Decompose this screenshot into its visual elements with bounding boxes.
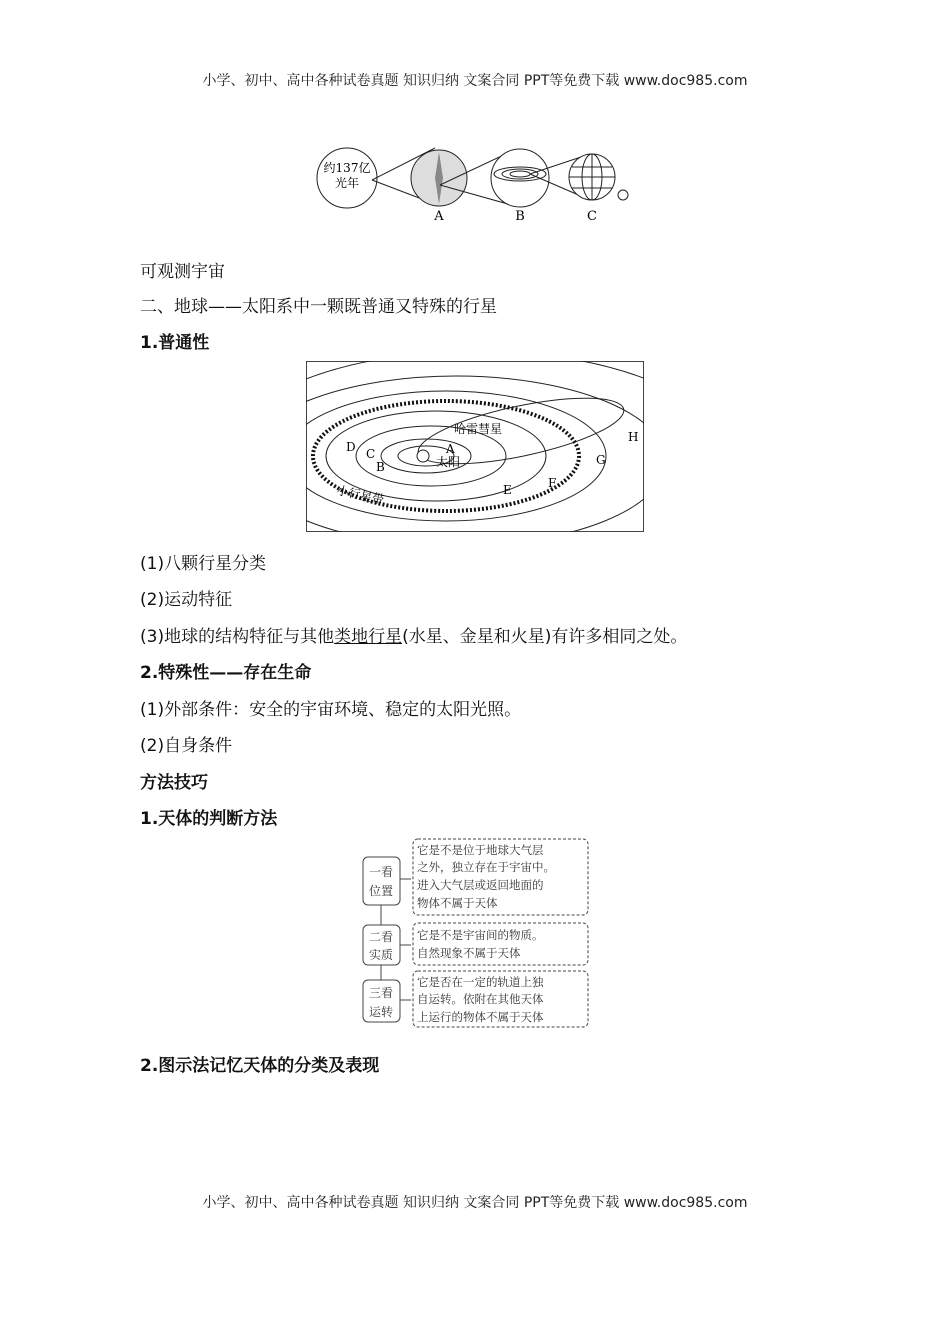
subsection-heading: 1.普通性 (140, 333, 210, 353)
planet-label: D (346, 440, 356, 454)
solar-system-figure (306, 361, 644, 532)
text-line (140, 622, 687, 647)
text-line: 可观测宇宙 (140, 262, 225, 282)
figure1-label: A (434, 209, 444, 224)
subsection-heading: 2.特殊性——存在生命 (140, 663, 312, 683)
text-line: (2)运动特征 (140, 590, 233, 610)
step-desc: 上运行的物体不属于天体 (417, 1010, 544, 1024)
planet-label: H (628, 430, 639, 444)
text-line: (1)外部条件：安全的宇宙环境、稳定的太阳光照。 (140, 700, 522, 720)
step-key: 实质 (368, 948, 394, 962)
section-heading: 方法技巧 (140, 773, 208, 793)
text-segment: (水星、金星和火星)有许多相同之处。 (402, 627, 688, 647)
planet-label: F (548, 476, 557, 490)
step-desc: 它是不是宇宙间的物质。 (417, 928, 544, 942)
page-footer: 小学、初中、高中各种试卷真题 知识归纳 文案合同 PPT等免费下载 www.doc985.com (202, 1195, 748, 1211)
step-desc: 进入大气层或返回地面的 (417, 878, 544, 892)
asteroid-belt-label: 小行星带 (335, 483, 386, 507)
underlined-term: 类地行星 (334, 627, 403, 647)
text-segment: (3)地球的结构特征与其他 (140, 627, 335, 647)
step-desc: 它是否在一定的轨道上独 (417, 975, 544, 989)
planet-label: C (366, 447, 376, 461)
step-key: 运转 (368, 1005, 394, 1019)
step-desc: 物体不属于天体 (417, 896, 498, 910)
comet-label: 哈雷彗星 (454, 422, 503, 436)
page-header: 小学、初中、高中各种试卷真题 知识归纳 文案合同 PPT等免费下载 www.doc985.com (202, 73, 748, 89)
figure1-label: B (515, 209, 525, 224)
step-key: 一看 (368, 865, 394, 879)
text-line: (1)八颗行星分类 (140, 554, 267, 574)
planet-label: E (503, 483, 512, 497)
sun-label: 太阳 (436, 455, 461, 469)
planet-label: A (446, 442, 455, 456)
step-desc: 自然现象不属于天体 (417, 946, 521, 960)
step-desc: 自运转。依附在其他天体 (417, 992, 544, 1006)
section-heading: 二、地球——太阳系中一颗既普通又特殊的行星 (140, 297, 497, 317)
step-key: 二看 (368, 930, 394, 944)
text-line: (2)自身条件 (140, 736, 233, 756)
step-desc: 之外，独立存在于宇宙中。 (417, 860, 555, 874)
figure1-text: 光年 (334, 176, 360, 190)
figure1-label: C (587, 209, 597, 224)
celestial-body-flowchart (355, 835, 595, 1030)
figure1-text: 约137亿 (323, 161, 371, 175)
subsection-heading: 1.天体的判断方法 (140, 809, 278, 829)
universe-scale-figure (310, 140, 640, 230)
step-key: 三看 (368, 986, 394, 1000)
step-desc: 它是不是位于地球大气层 (417, 843, 544, 857)
subsection-heading: 2.图示法记忆天体的分类及表现 (140, 1056, 380, 1076)
step-key: 位置 (368, 884, 394, 898)
planet-label: G (596, 453, 606, 467)
planet-label: B (376, 460, 385, 474)
